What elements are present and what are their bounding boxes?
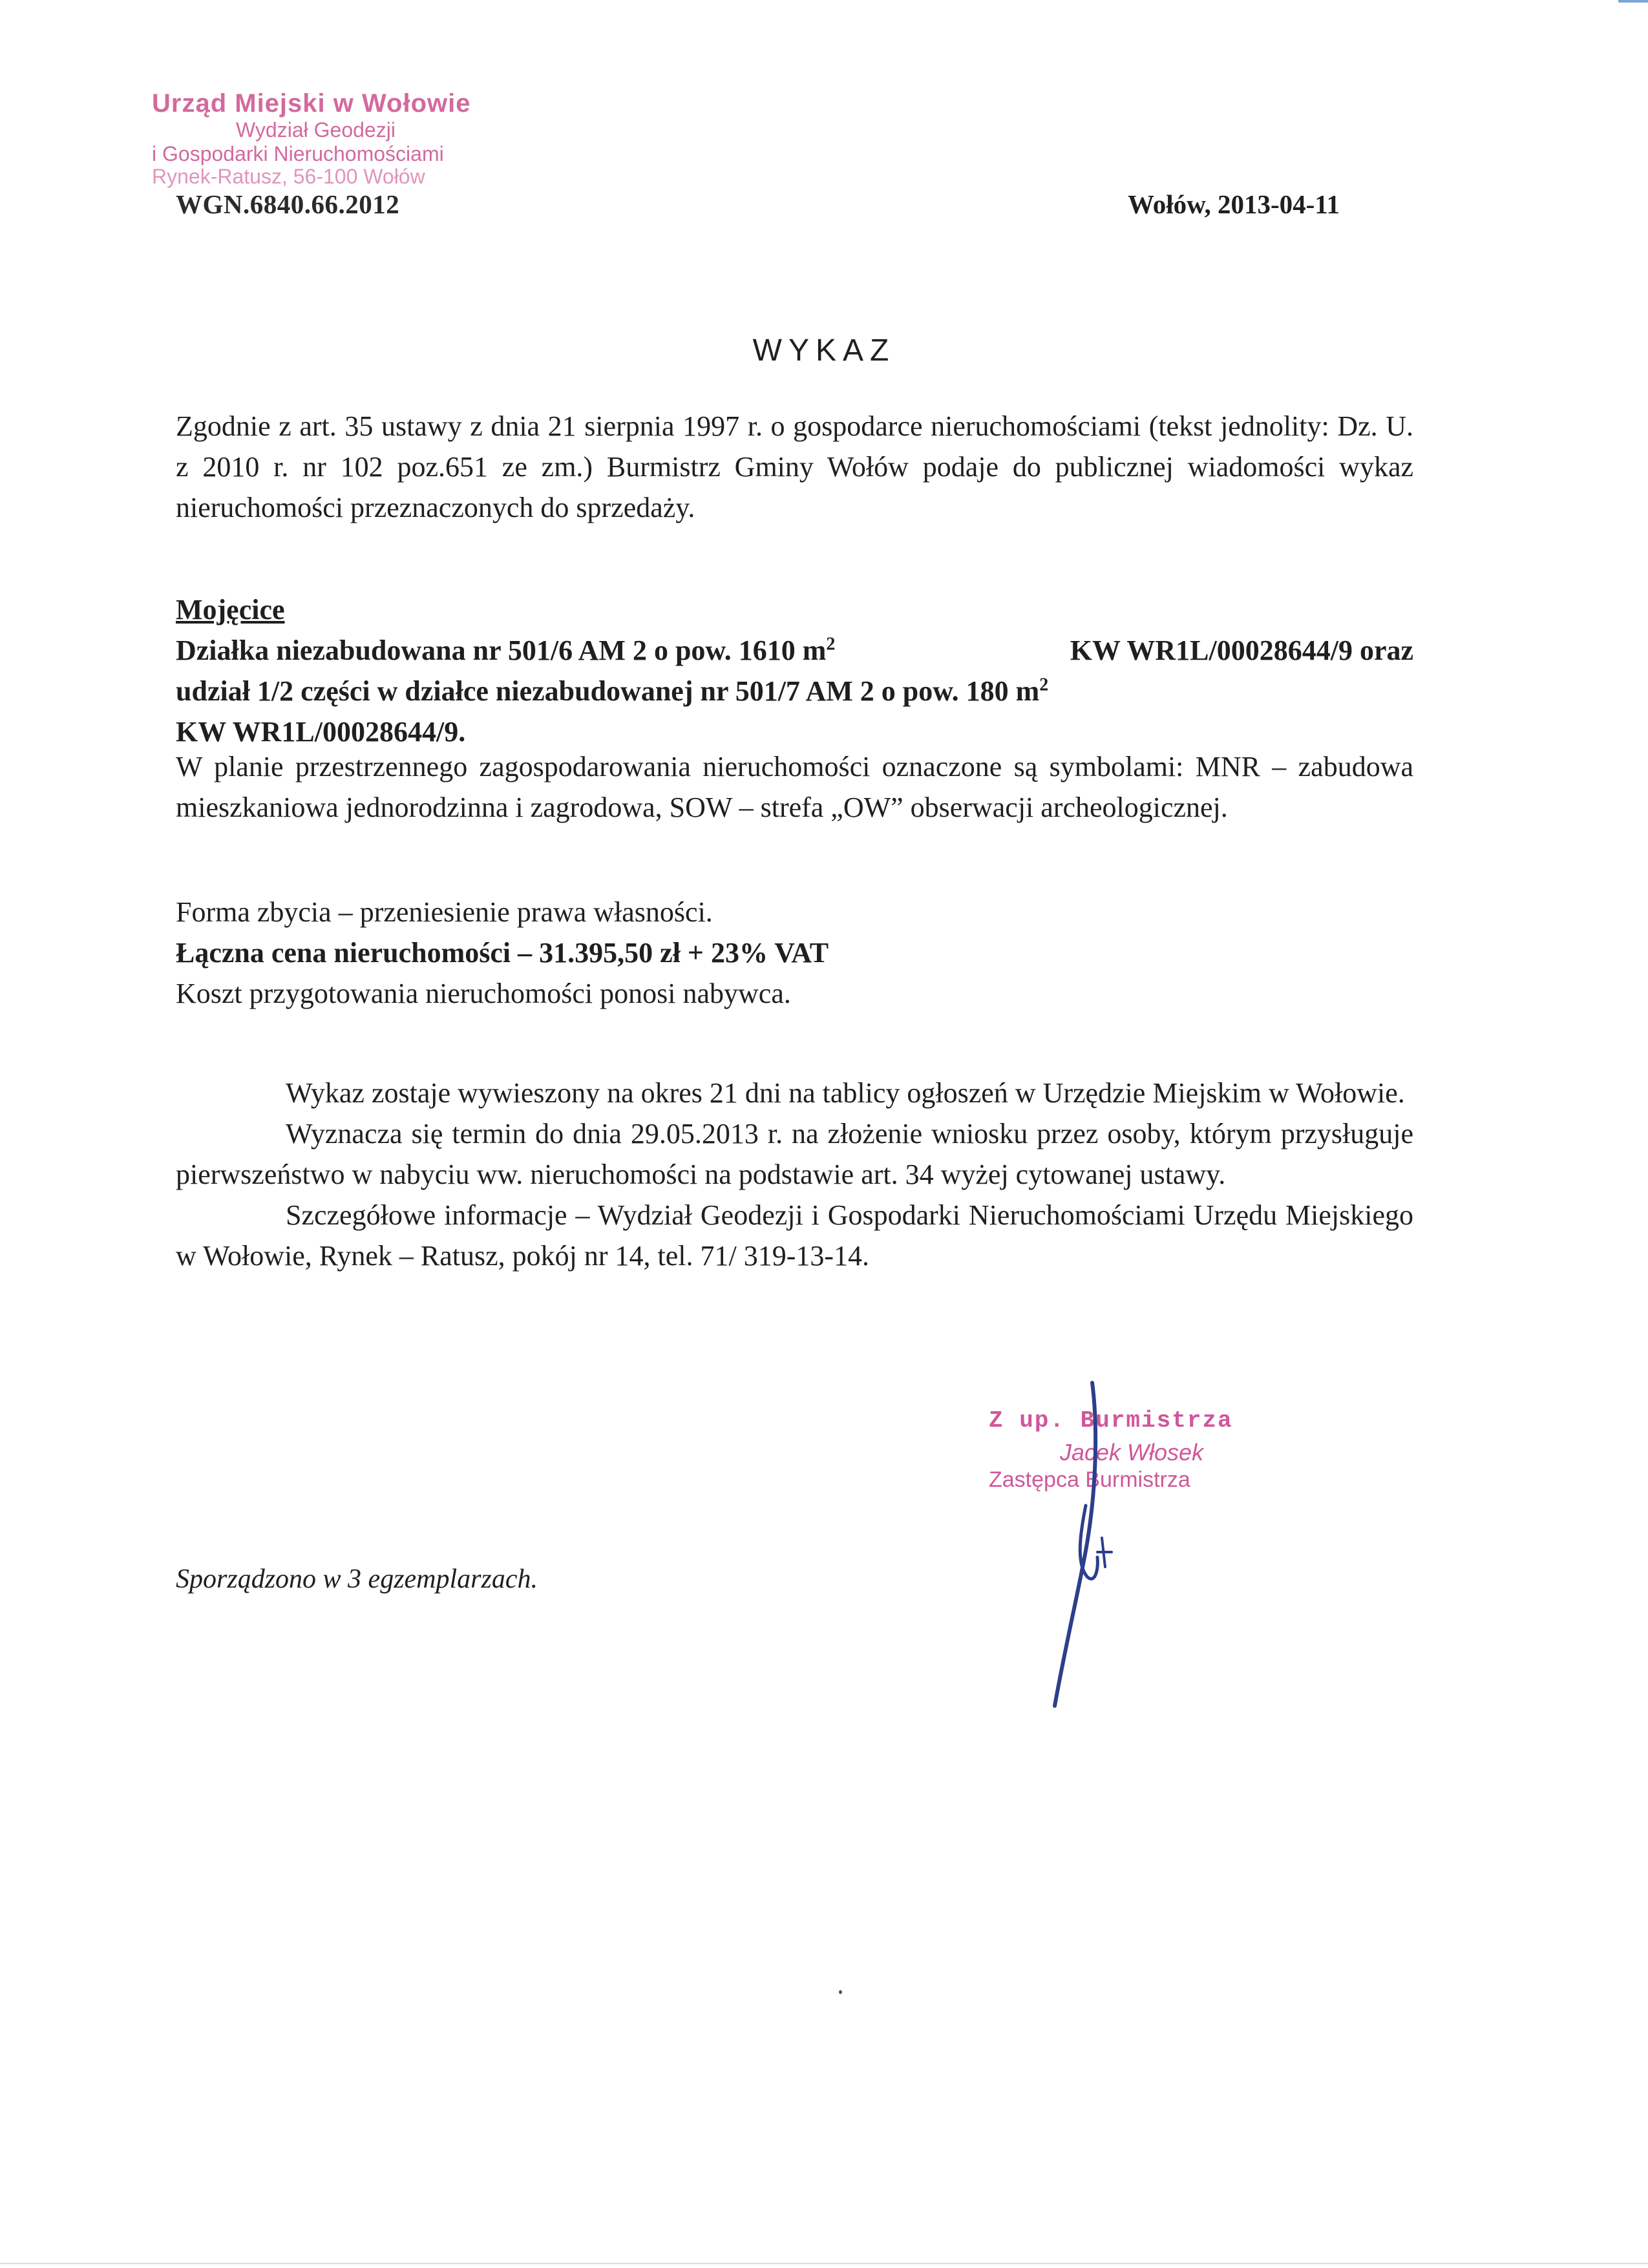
- property-line-3: KW WR1L/00028644/9.: [176, 716, 466, 748]
- announcement-2-text: Wyznacza się termin do dnia 29.05.2013 r. na złożenie wniosku przez osoby, którym przysługuje pierwszeństwo w nabyciu ww. nieruchomości na podstawie art. 34 wyżej cytowanej ustawy.: [176, 1118, 1413, 1190]
- preparation-cost: Koszt przygotowania nieruchomości ponosi nabywca.: [176, 978, 791, 1009]
- announcement-2: [176, 1113, 1413, 1195]
- announcements: [176, 1073, 1413, 1276]
- area-superscript: 2: [826, 634, 836, 655]
- stamp-line-department-2: i Gospodarki Nieruchomościami: [152, 142, 444, 165]
- plot-501-6: [176, 630, 835, 671]
- announcement-1: [176, 1073, 1413, 1113]
- plot-501-7-text: udział 1/2 części w działce niezabudowanej nr 501/7 AM 2 o pow. 180 m: [176, 675, 1040, 707]
- total-price: Łączna cena nieruchomości – 31.395,50 zł + 23% VAT: [176, 937, 829, 969]
- property-line-1: [176, 630, 1413, 671]
- property-line-2: [176, 671, 1413, 711]
- document-title: WYKAZ: [752, 333, 896, 368]
- property-location: Mojęcice: [176, 594, 285, 625]
- office-stamp: [152, 89, 514, 189]
- signature-stamp-line-1: Z up. Burmistrza: [989, 1407, 1233, 1434]
- area-superscript-2: 2: [1039, 675, 1049, 695]
- signature-stamp-role: Zastępca Burmistrza: [989, 1467, 1190, 1492]
- announcement-3: [176, 1195, 1413, 1276]
- plot-501-6-text: Działka niezabudowana nr 501/6 AM 2 o pow. 1610 m: [176, 635, 827, 666]
- stamp-line-department: Wydział Geodezji: [236, 118, 396, 142]
- land-register-number: KW WR1L/00028644/9 oraz: [1070, 635, 1413, 666]
- stamp-line-address: Rynek-Ratusz, 56-100 Wołów: [152, 165, 425, 188]
- scan-edge-mark: [1618, 0, 1648, 3]
- intro-paragraph: Zgodnie z art. 35 ustawy z dnia 21 sierpnia 1997 r. o gospodarce nieruchomościami (tekst jednolity: Dz. U. z 2010 r. nr 102 poz.651 ze zm.) Burmistrz Gminy Wołów podaje do publicznej wiadomości wykaz nieruchomości przeznaczonych do sprzedaży.: [176, 410, 1413, 523]
- signature-stamp-name: Jacek Włosek: [1060, 1439, 1204, 1465]
- sale-form: Forma zbycia – przeniesienie prawa własności.: [176, 896, 713, 928]
- scan-bottom-edge: [0, 2263, 1648, 2264]
- announcement-3-text: Szczegółowe informacje – Wydział Geodezji i Gospodarki Nieruchomościami Urzędu Miejskiego w Wołowie, Rynek – Ratusz, pokój nr 14, tel. 71/ 319-13-14.: [176, 1199, 1413, 1272]
- handwritten-signature: [1015, 1344, 1144, 1719]
- scan-speck: [839, 1990, 842, 1994]
- document-date: Wołów, 2013-04-11: [1128, 189, 1340, 219]
- stamp-line-office: Urząd Miejski w Wołowie: [152, 89, 471, 118]
- copies-note: Sporządzono w 3 egzemplarzach.: [176, 1564, 538, 1594]
- property-description: [176, 630, 1413, 752]
- announcement-1-text: Wykaz zostaje wywieszony na okres 21 dni na tablicy ogłoszeń w Urzędzie Miejskim w Wołowie.: [286, 1077, 1405, 1109]
- zoning-plan-paragraph: W planie przestrzennego zagospodarowania nieruchomości oznaczone są symbolami: MNR – zabudowa mieszkaniowa jednorodzinna i zagrodowa, SOW – strefa „OW” obserwacji archeologicznej.: [176, 751, 1413, 823]
- sale-terms: [176, 892, 1413, 1014]
- reference-number: WGN.6840.66.2012: [176, 189, 400, 219]
